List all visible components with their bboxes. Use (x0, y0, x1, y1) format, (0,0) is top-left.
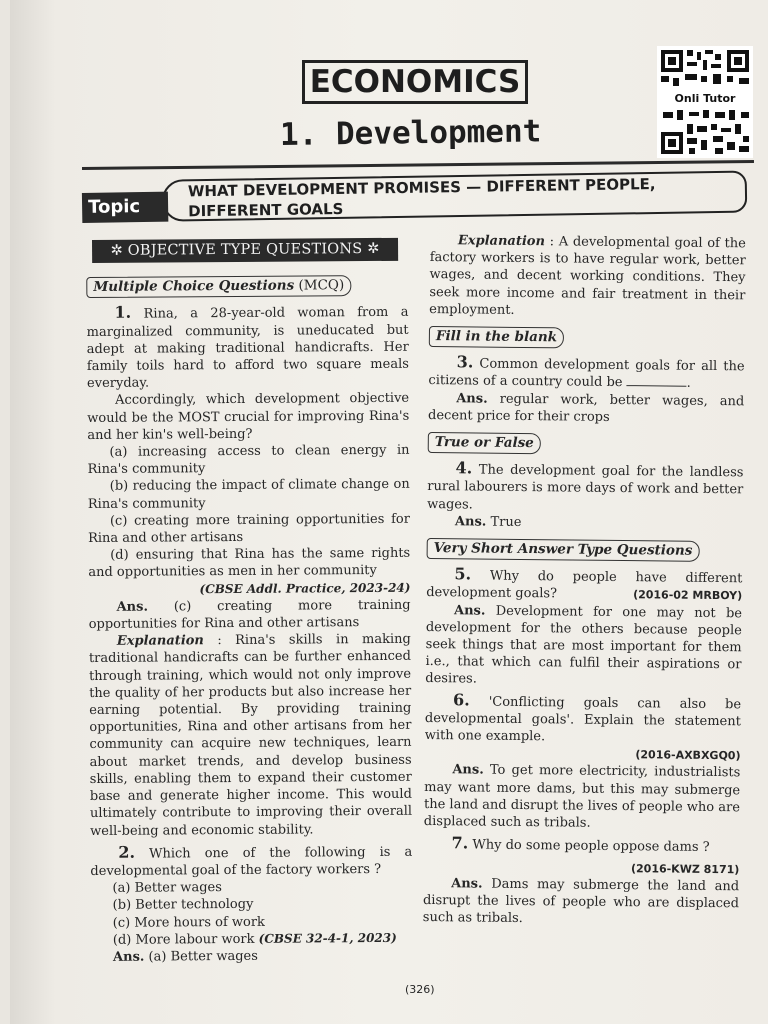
topic-banner (82, 164, 753, 225)
q5-number: 5. (454, 564, 472, 584)
q1-expl-label: Explanation (116, 633, 204, 650)
q1-number: 1. (114, 303, 132, 323)
q7-answer (423, 875, 740, 930)
vsa-heading: Very Short Answer Type Questions (427, 538, 700, 562)
question-1 (86, 302, 409, 392)
q2-ans-label: Ans. (112, 949, 145, 965)
q4-text: The development goal for the landless rural labourers is more days of work and better wages. (427, 462, 744, 513)
q3-answer (428, 390, 744, 428)
q3-blank (627, 385, 687, 387)
q6-number: 6. (453, 689, 470, 710)
q7-ans-label: Ans. (451, 875, 483, 892)
topic-title-line2: DIFFERENT GOALS (188, 199, 344, 221)
q6-answer (424, 761, 741, 833)
qr-code[interactable] (657, 46, 753, 158)
mcq-heading-suffix: (MCQ) (294, 277, 345, 294)
topic-title-line1: WHAT DEVELOPMENT PROMISES — DIFFERENT PEOPLE, (187, 174, 656, 201)
q2-option-b: (b) Better technology (112, 897, 254, 914)
q2-expl-text: : A developmental goal of the factory workers is to have regular work, better wages, and decent working conditions. They seek more income and fair treatment in their employment. (429, 234, 746, 318)
fill-blank-heading: Fill in the blank (429, 326, 564, 349)
q3-number: 3. (456, 352, 474, 372)
q5-ans-text: Development for one may not be development for the others because people seek things that are most important for them i.e., that which can fulfil their aspirations or desires. (425, 603, 743, 687)
q5-code: (2016-02 MRBOY) (633, 588, 743, 603)
q3-end: . (686, 376, 691, 392)
subject-title: ECONOMICS (302, 60, 528, 104)
q2-option-d-text: (d) More labour work (112, 931, 255, 948)
true-false-heading: True or False (428, 432, 541, 454)
topic-tag: Topic (82, 192, 168, 223)
q2-answer (91, 947, 413, 966)
q5-answer (425, 602, 742, 691)
q2-number: 2. (118, 842, 136, 862)
q2-option-a: (a) Better wages (112, 880, 222, 896)
q7-text: Why do some people oppose dams ? (468, 837, 710, 856)
q2-option-d (91, 929, 413, 948)
q1-option-a: (a) increasing access to clean energy in Rina's community (87, 442, 410, 478)
q2-source: (CBSE 32-4-1, 2023) (258, 930, 397, 946)
q4-ans-text: True (486, 514, 522, 530)
q3-text: Common development goals for all the citizens of a country could be (428, 356, 745, 391)
q1-option-b: (b) reducing the impact of climate change on Rina's community (87, 477, 410, 512)
chapter-title: 1. Development (279, 113, 542, 154)
q1-explanation (89, 631, 412, 840)
q7-number: 7. (451, 833, 469, 853)
question-6 (425, 691, 742, 748)
q6-text: 'Conflicting goals can also be developmental goals'. Explain the statement with one example. (424, 694, 742, 745)
q1-expl-text: : Rina's skills in making traditional handicrafts can be further enhanced through training, which would not only improve the quality of her products but also increase her earning potential. By providing training opportunities, Rina and other artisans from her community can acquire new techniques, learn about market trends, and develop business skills, enabling them to expand their customer base and generate higher income. This would ultimately contribute to improving their overall well-being and economic stability. (88, 632, 413, 839)
objective-questions-banner: ✲ OBJECTIVE TYPE QUESTIONS ✲ (92, 238, 398, 263)
q1-text: Rina, a 28-year-old woman from a marginalized community, is uneducated but adept at making traditional handicrafts. Her family toils hard to afford two square meals everyday. (86, 305, 409, 392)
q6-code: (2016-AXBXGQ0) (635, 748, 741, 763)
qr-label: Onli Tutor (662, 91, 748, 107)
page-number: (326) (405, 983, 435, 996)
q6-ans-text: To get more electricity, industrialists may want more dams, but this may submerge the land and disrupt the lives of people who are displaced such as tribals. (423, 763, 741, 831)
question-2 (90, 841, 412, 880)
q5-ans-label: Ans. (453, 602, 486, 619)
q1-answer (89, 597, 411, 634)
q4-answer (427, 513, 743, 534)
q6-ans-label: Ans. (452, 762, 484, 779)
q2-expl-label: Explanation (457, 233, 546, 250)
question-4 (427, 459, 744, 516)
q1-option-d: (d) ensuring that Rina has the same rights and opportunities as men in her community (88, 545, 411, 581)
question-1-prompt: Accordingly, which development objective would be the MOST crucial for improving Rina's and her kin's well-being? (87, 391, 410, 443)
question-3 (428, 353, 744, 393)
mcq-heading (86, 275, 351, 298)
mcq-heading-text: Multiple Choice Questions (93, 277, 295, 296)
q1-ans-label: Ans. (116, 599, 149, 615)
q7-ans-text: Dams may submerge the land and disrupt the lives of people who are displaced such as tribals. (422, 876, 740, 927)
q3-ans-text: regular work, better wages, and decent price for their crops (428, 391, 745, 425)
question-7 (423, 834, 739, 857)
question-5 (426, 565, 742, 605)
q1-option-c: (c) creating more training opportunities for Rina and other artisans (88, 511, 411, 547)
topic-title (188, 173, 709, 221)
q2-explanation (429, 232, 746, 321)
q1-ans-text: (c) creating more training opportunities for Rina and other artisans (88, 597, 411, 633)
q2-text: Which one of the following is a developmental goal of the factory workers ? (90, 844, 413, 879)
q2-ans-text: (a) Better wages (144, 948, 258, 965)
q5-text: Why do people have different development goals? (426, 568, 743, 602)
q1-source: (CBSE Addl. Practice, 2023-24) (199, 580, 411, 596)
left-column (86, 238, 413, 966)
right-column (423, 232, 746, 930)
q7-code: (2016-KWZ 8171) (630, 861, 740, 876)
q4-number: 4. (455, 458, 473, 478)
q3-ans-label: Ans. (456, 390, 488, 407)
q2-option-c: (c) More hours of work (112, 914, 265, 931)
q4-ans-label: Ans. (454, 514, 487, 530)
